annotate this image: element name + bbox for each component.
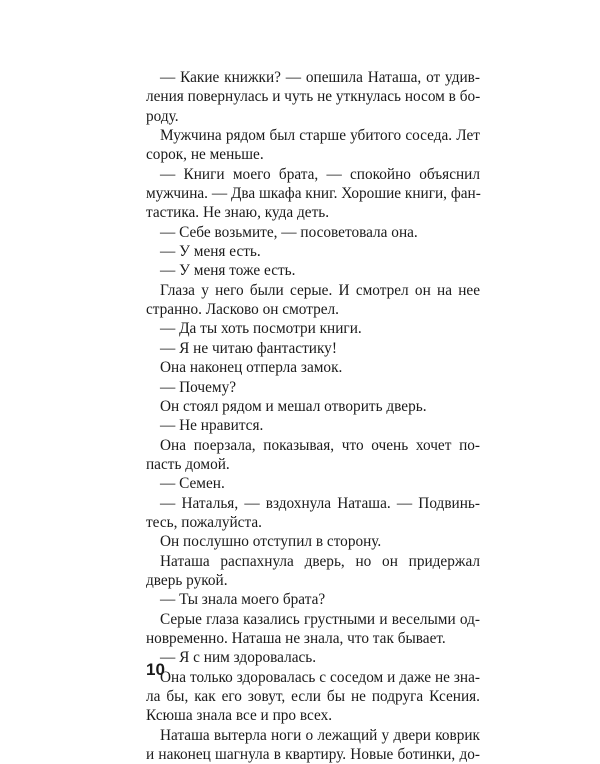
text-line: Он послушно отступил в сторону. xyxy=(160,533,382,551)
text-line: Глаза у него были серые. И смотрел он на нее xyxy=(160,281,480,299)
text-line: пасть домой. xyxy=(146,455,230,473)
text-line: — Какие книжки? — опешила Наташа, от удив- xyxy=(160,69,480,86)
text-line: ла бы, как его зовут, если бы не подруга Ксения. xyxy=(146,688,480,705)
text-line: Она только здоровалась с соседом и даже не зна- xyxy=(160,668,480,686)
text-line: новременно. Наташа не знала, что так бывает. xyxy=(146,629,446,647)
text-line: Он стоял рядом и мешал отворить дверь. xyxy=(160,397,427,415)
page-number: 10 xyxy=(146,660,165,679)
text-line: Она поерзала, показывая, что очень хочет по- xyxy=(160,436,480,454)
text-line: странно. Ласково он смотрел. xyxy=(146,301,339,319)
text-line: ления повернулась и чуть не уткнулась носом в бо- xyxy=(146,88,481,106)
text-line: Она наконец отперла замок. xyxy=(160,359,343,377)
text-line: тастика. Не знаю, куда деть. xyxy=(146,204,330,222)
text-line: — Ты знала моего брата? xyxy=(160,591,326,609)
text-line: Наташа распахнула дверь, но он придержал xyxy=(160,552,480,570)
text-line: — Себе возьмите, — посоветовала она. xyxy=(160,223,418,241)
text-line: тесь, пожалуйста. xyxy=(146,513,262,531)
text-line: дверь рукой. xyxy=(146,571,228,589)
text-line: — Наталья, — вздохнула Наташа. — Подвинь- xyxy=(160,494,480,512)
text-line: мужчина. — Два шкафа книг. Хорошие книги, фан- xyxy=(146,185,481,203)
text-line: — Семен. xyxy=(160,475,225,493)
text-line: — Да ты хоть посмотри книги. xyxy=(160,320,362,338)
text-line: сорок, не меньше. xyxy=(146,146,264,164)
text-line: Серые глаза казались грустными и веселыми од- xyxy=(160,610,480,628)
text-line: Наташа вытерла ноги о лежащий у двери коврик xyxy=(160,726,480,744)
text-line: — Книги моего брата, — спокойно объяснил xyxy=(160,165,480,183)
text-line: Мужчина рядом был старше убитого соседа. Лет xyxy=(160,127,480,145)
text-line: — Почему? xyxy=(160,378,237,396)
text-line: — Я не читаю фантастику! xyxy=(160,339,337,357)
text-line: — У меня тоже есть. xyxy=(160,262,296,280)
text-line: — Не нравится. xyxy=(160,417,264,435)
page-body xyxy=(146,68,480,764)
text-line: — У меня есть. xyxy=(160,243,261,261)
text-line: роду. xyxy=(146,107,179,125)
text-line: и наконец шагнула в квартиру. Новые ботинки, до- xyxy=(146,746,480,764)
text-line: Ксюша знала все и про всех. xyxy=(146,707,333,725)
text-line: — Я с ним здоровалась. xyxy=(160,649,317,667)
